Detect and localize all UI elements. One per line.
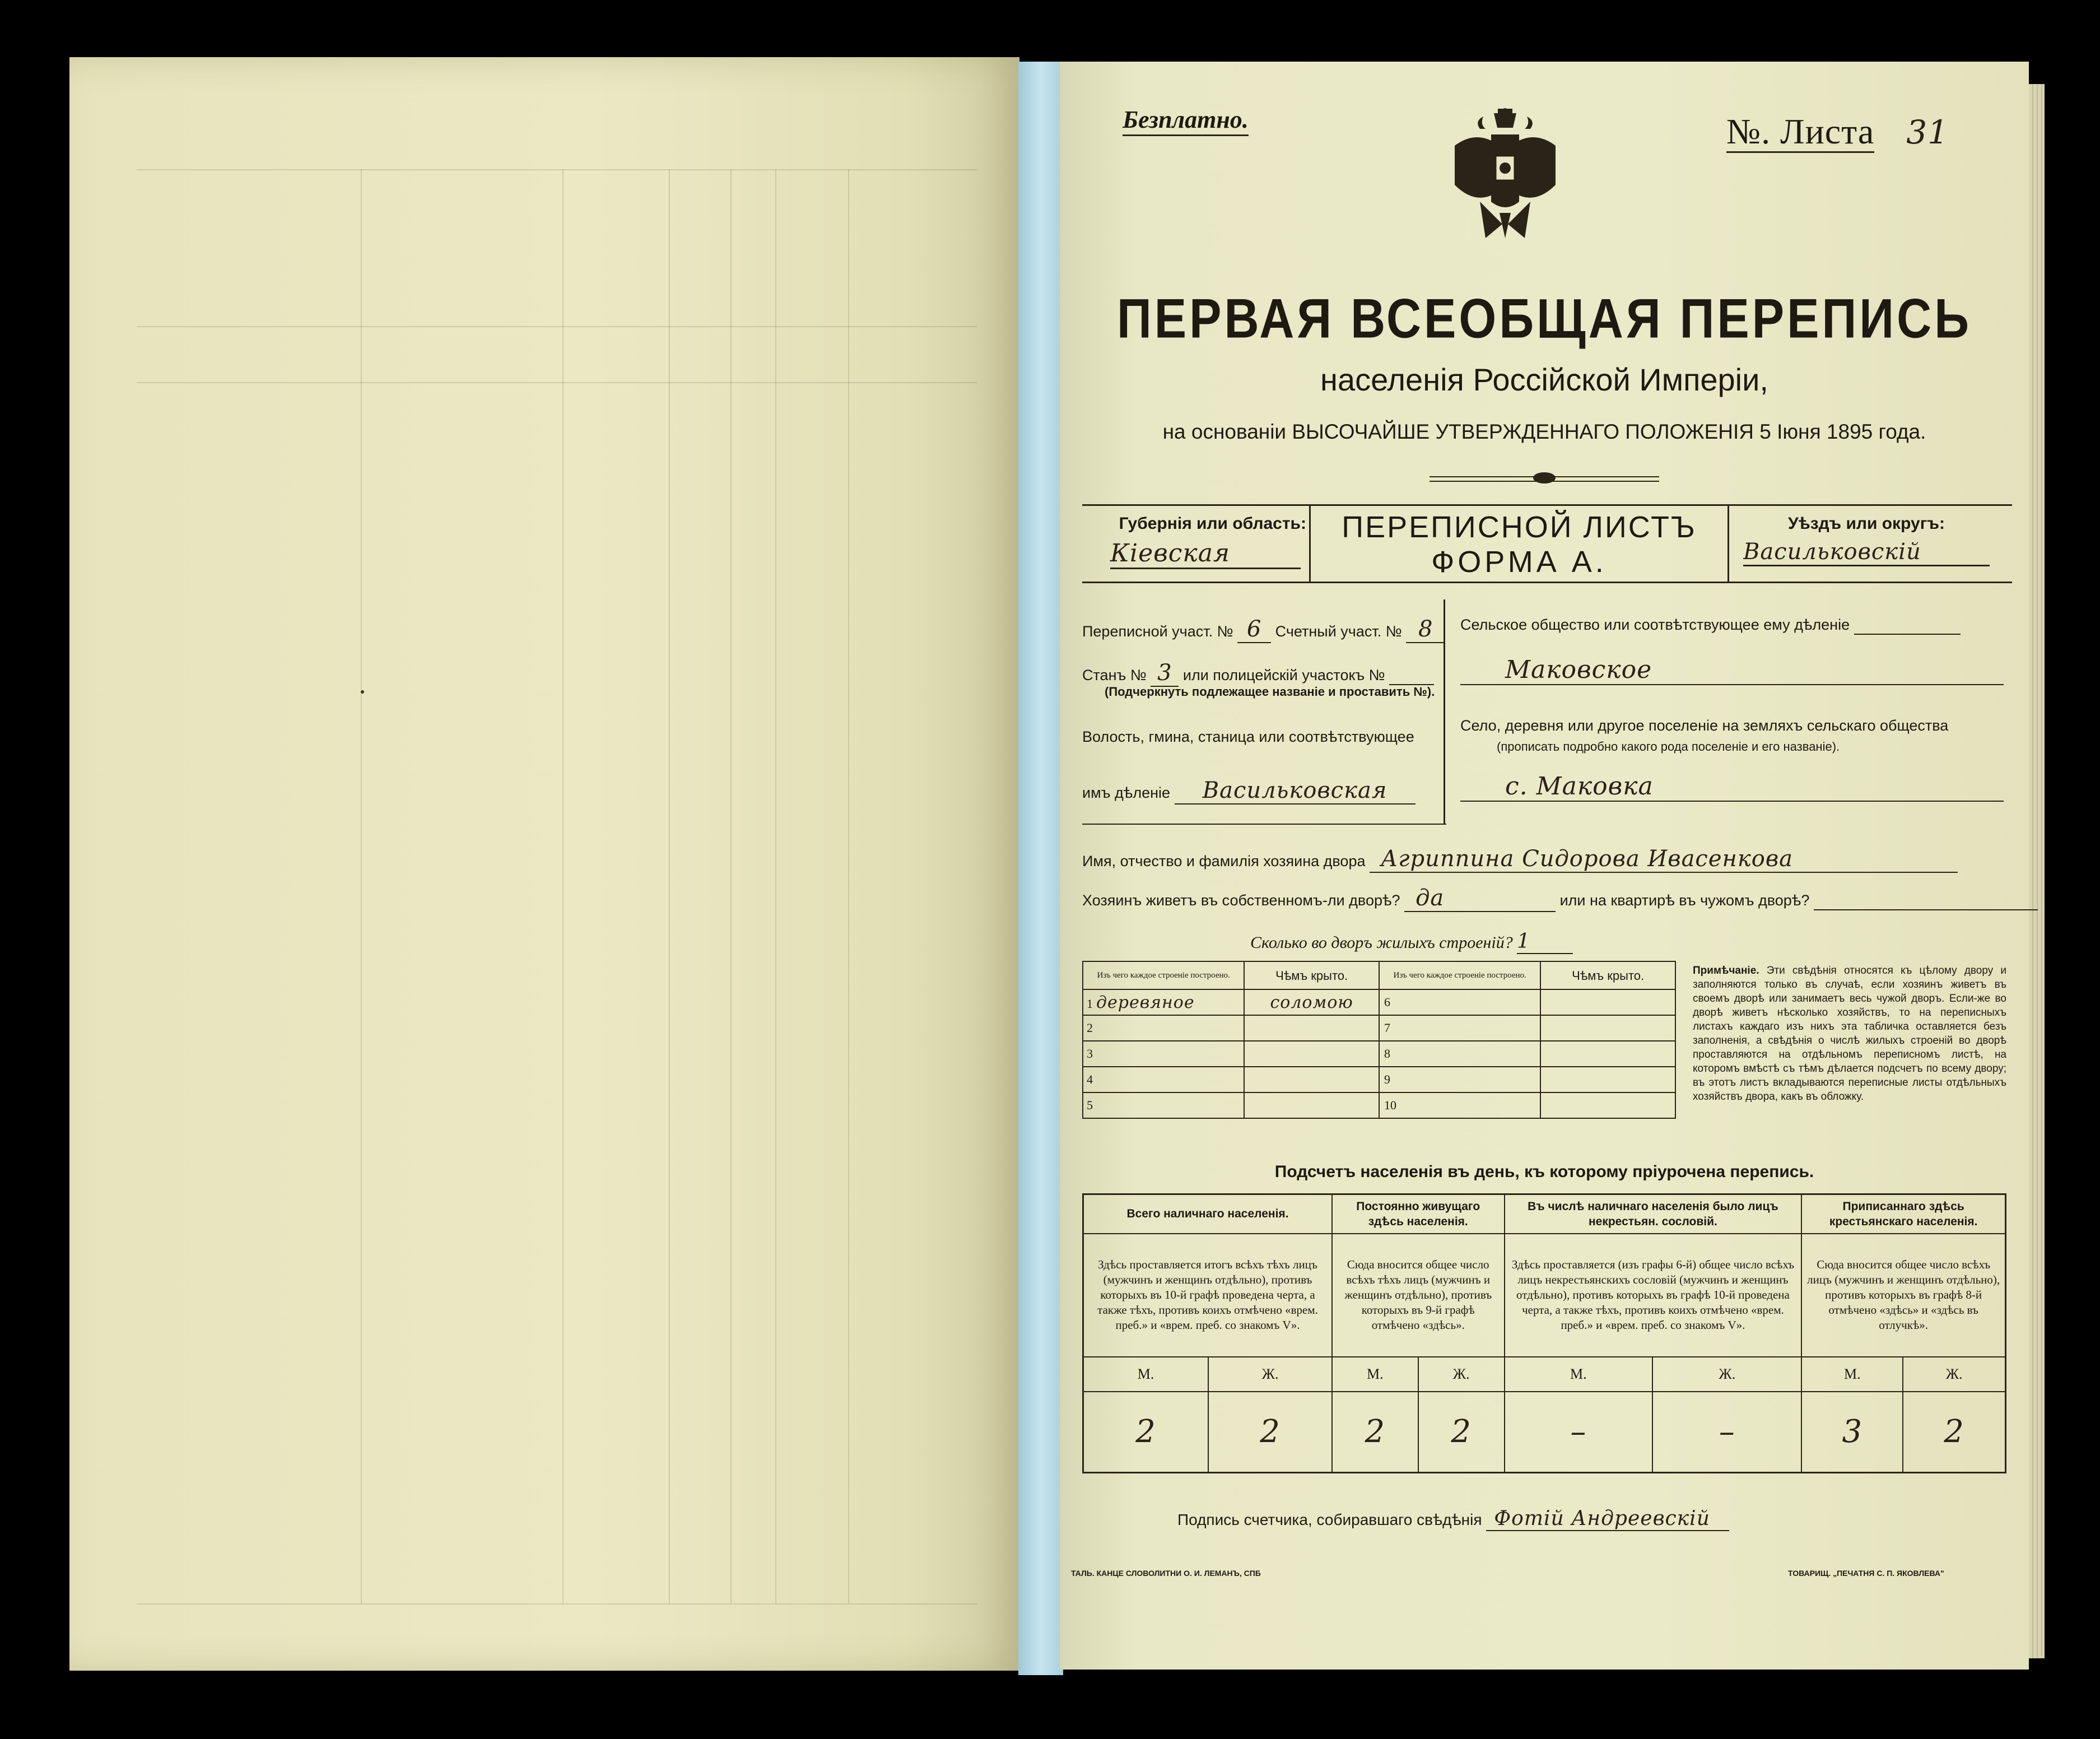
pop-col-title: Въ числѣ наличнаго населенія было лицъ некрестьян. сословій. [1505,1194,1802,1234]
ghost-rule [730,169,732,1603]
row-number: 6 [1379,989,1540,1015]
pop-value-f: 2 [1418,1392,1505,1473]
stan-value: 3 [1151,660,1179,687]
buildings-count-label: Сколько во дворъ жилыхъ строеній? [1250,933,1513,952]
ghost-rule [848,169,849,1603]
table-row [1083,989,1675,1015]
col-material-header-2: Изъ чего каждое строеніе построено. [1379,961,1540,989]
heading-rule-top [1082,504,2012,506]
ghost-rule [775,169,776,1603]
form-letter: ФОРМА А. [1431,545,1607,579]
count-section-label: Счетный участ. № [1275,623,1402,640]
society-field [1460,616,1961,635]
row-number: 8 [1379,1041,1540,1067]
owner-lives-label: Хозяинъ живетъ въ собственномъ-ли дворѣ? [1082,892,1400,909]
village-note: (прописать подробно какого рода поселеніе и его названіе). [1497,740,1840,754]
census-form-page [1060,62,2029,1670]
sheet-number-value: 31 [1906,113,1949,151]
printer-mark-right: ТОВАРИЩ. „ПЕЧАТНЯ С. П. ЯКОВЛЕВА" [1788,1569,1944,1578]
owner-name-label: Имя, отчество и фамилія хозяина двора [1082,853,1366,870]
m-label: М. [1505,1357,1653,1392]
row-number: 2 [1083,1015,1244,1041]
pop-col-title: Приписаннаго здѣсь крестьянскаго населенія. [1801,1194,2005,1234]
f-label: Ж. [1418,1357,1505,1392]
pop-col-desc: Здѣсь проставляется (изъ графы 6-й) общее число всѣхъ лицъ некрестьянскихъ сословій (мужчинъ и женщинъ отдѣльно), противъ которыхъ въ графѣ 10-й проведена черта, а также тѣхъ, противъ коихъ отмѣчено «врем. преб.» и «врем. преб. со знакомъ V». [1505,1234,1802,1357]
pop-value-m: 3 [1801,1392,1903,1473]
pop-col-desc: Сюда вносится общее число всѣхъ лицъ (мужчинъ и женщинъ отдѣльно), противъ которыхъ въ графѣ 8-й отмѣчено «здѣсь» и «здѣсь въ отлучкѣ». [1801,1234,2005,1357]
volost-field [1082,778,1415,805]
pop-value-f: 2 [1208,1392,1332,1473]
row-number: 10 [1379,1092,1540,1118]
census-section-field [1082,616,1445,643]
province-label: Губернія или область: [1119,514,1306,533]
census-section-value: 6 [1237,616,1271,643]
owner-lives-value: да [1404,885,1556,912]
heading-rule-bottom [1082,582,2012,583]
sheet-number [1726,111,1949,152]
left-page [69,57,1019,1671]
volost-value: Васильковская [1175,778,1415,805]
form-title: ПЕРЕПИСНОЙ ЛИСТЪ [1342,510,1697,544]
pop-value-m: 2 [1083,1392,1209,1473]
printer-mark-left: ТАЛЬ. КАНЦЕ СЛОВОЛИТНИ О. И. ЛЕМАНЪ, СПБ [1071,1569,1261,1578]
m-label: М. [1801,1357,1903,1392]
pop-col-desc: Здѣсь проставляется итогъ всѣхъ тѣхъ лицъ (мужчинъ и женщинъ отдѣльно), противъ которыхъ въ 10-й графѣ проведена черта, а также тѣхъ, противъ коихъ отмѣчено «врем. преб.» и «врем. преб. со знакомъ V». [1083,1234,1332,1357]
pop-value-m: – [1505,1392,1653,1473]
m-label: М. [1332,1357,1418,1392]
ghost-rule [137,382,977,383]
ghost-rule [137,1603,977,1605]
society-label: Сельское общество или соотвѣтствующее ему дѣленіе [1460,616,1850,633]
ornament-center [1533,472,1556,483]
table-row [1083,1041,1675,1067]
f-label: Ж. [1903,1357,2005,1392]
pop-value-f: 2 [1903,1392,2005,1473]
buildings-count-value: 1 [1517,930,1573,954]
province-value: Кіевская [1110,539,1301,569]
stan-label: Станъ № [1082,667,1147,683]
imperial-eagle-icon [1446,106,1564,241]
row-number: 5 [1083,1092,1244,1118]
buildings-count-field [1250,930,1573,954]
signature-label: Подпись счетчика, собиравшаго свѣдѣнія [1177,1511,1482,1528]
volost-label-2: имъ дѣленіе [1082,784,1171,801]
signature-field [1177,1507,1729,1531]
row-number: 9 [1379,1067,1540,1092]
pop-col-title: Всего наличнаго населенія. [1083,1194,1332,1234]
owner-rent-label: или на квартирѣ въ чужомъ дворѣ? [1559,892,1810,909]
f-label: Ж. [1208,1357,1332,1392]
pop-col-title: Постоянно живущаго здѣсь населенія. [1332,1194,1505,1234]
row-material: деревяное [1096,992,1195,1012]
row-number: 4 [1083,1067,1244,1092]
pop-col-desc: Сюда вносится общее число всѣхъ тѣхъ лицъ (мужчинъ и женщинъ отдѣльно), противъ которыхъ въ 9-й графѣ отмѣчено «здѣсь». [1332,1234,1505,1357]
district-value: Васильковскій [1743,539,1990,566]
table-row [1083,1067,1675,1092]
binding-spine [1018,62,1063,1675]
ink-spot [361,690,364,694]
buildings-table [1082,961,1676,1119]
row-number: 3 [1083,1041,1244,1067]
village-label: Село, деревня или другое поселеніе на земляхъ сельскаго общества [1460,717,1949,734]
owner-name-field [1082,846,1958,873]
left-fields-bottom-rule [1082,824,1446,825]
heading-divider-left [1309,504,1311,583]
population-heading: Подсчетъ населенія въ день, къ которому пріурочена перепись. [1274,1163,1814,1181]
pop-value-m: 2 [1332,1392,1418,1473]
row-number: 7 [1379,1015,1540,1041]
row-number: 1 [1087,996,1093,1011]
district-label: Уѣздъ или округъ: [1787,514,1945,533]
note-text: Эти свѣдѣнія относятся къ цѣлому двору и заполняются только въ случаѣ, если хозяинъ живетъ въ своемъ дворѣ или занимаетъ весь чужой дворъ. Если-же во дворѣ живетъ нѣсколько хозяйствъ, то на переписныхъ листахъ каждаго изъ нихъ эта табличка оставляется безъ заполненія, а свѣдѣнія о числѣ жилыхъ строеній во дворѣ проставляются на отдѣльномъ переписномъ листѣ, на которомъ вмѣстѣ съ тѣмъ дѣлается подсчетъ по всему двору; въ этотъ листъ вкладываются переписные листы отдѣльныхъ хозяйствъ двора, какъ въ обложку. [1693,965,2006,1103]
subtitle: населенія Россійской Имперіи, [1320,362,1768,397]
ghost-rule [137,326,977,327]
row-roof: соломою [1244,989,1379,1015]
village-value: с. Маковка [1460,772,2004,802]
field-column-divider [1444,599,1445,824]
main-title: ПЕРВАЯ ВСЕОБЩАЯ ПЕРЕПИСЬ [1116,287,1972,350]
col-roof-header: Чѣмъ крыто. [1244,961,1379,989]
society-value: Маковское [1460,655,2004,685]
ghost-rule [137,169,977,170]
heading-divider-right [1728,504,1729,583]
note-block [1693,964,2006,1104]
table-row [1083,1015,1675,1041]
pop-value-f: – [1652,1392,1801,1473]
stan-field [1082,660,1434,687]
col-roof-header-2: Чѣмъ крыто. [1540,961,1675,989]
note-title: Примѣчаніе. [1693,965,1759,977]
legal-basis: на основаніи ВЫСОЧАЙШЕ УТВЕРЖДЕННАГО ПОЛОЖЕНІЯ 5 Іюня 1895 года. [1162,420,1926,443]
owner-name-value: Агриппина Сидорова Ивасенкова [1370,846,1958,873]
underline-note: (Подчеркнуть подлежащее названіе и проставить №). [1105,685,1435,699]
f-label: Ж. [1652,1357,1801,1392]
free-label: Безплатно. [1123,105,1249,136]
police-value-blank [1389,667,1434,685]
signature-value: Фотій Андреевскій [1486,1507,1729,1531]
table-row [1083,1092,1675,1118]
ghost-rule [562,169,564,1603]
sheet-number-label: №. Листа [1726,111,1874,153]
census-section-label: Переписной участ. № [1082,623,1233,640]
ghost-rule [669,169,670,1603]
owner-lives-field [1082,885,2038,912]
ghost-rule [361,169,362,1603]
volost-label: Волость, гмина, станица или соотвѣтствующее [1082,728,1414,745]
police-label: или полицейскій участокъ № [1182,667,1385,683]
population-table [1082,1193,2006,1473]
count-section-value: 8 [1406,616,1445,643]
col-material-header: Изъ чего каждое строеніе построено. [1083,961,1244,989]
m-label: М. [1083,1357,1209,1392]
